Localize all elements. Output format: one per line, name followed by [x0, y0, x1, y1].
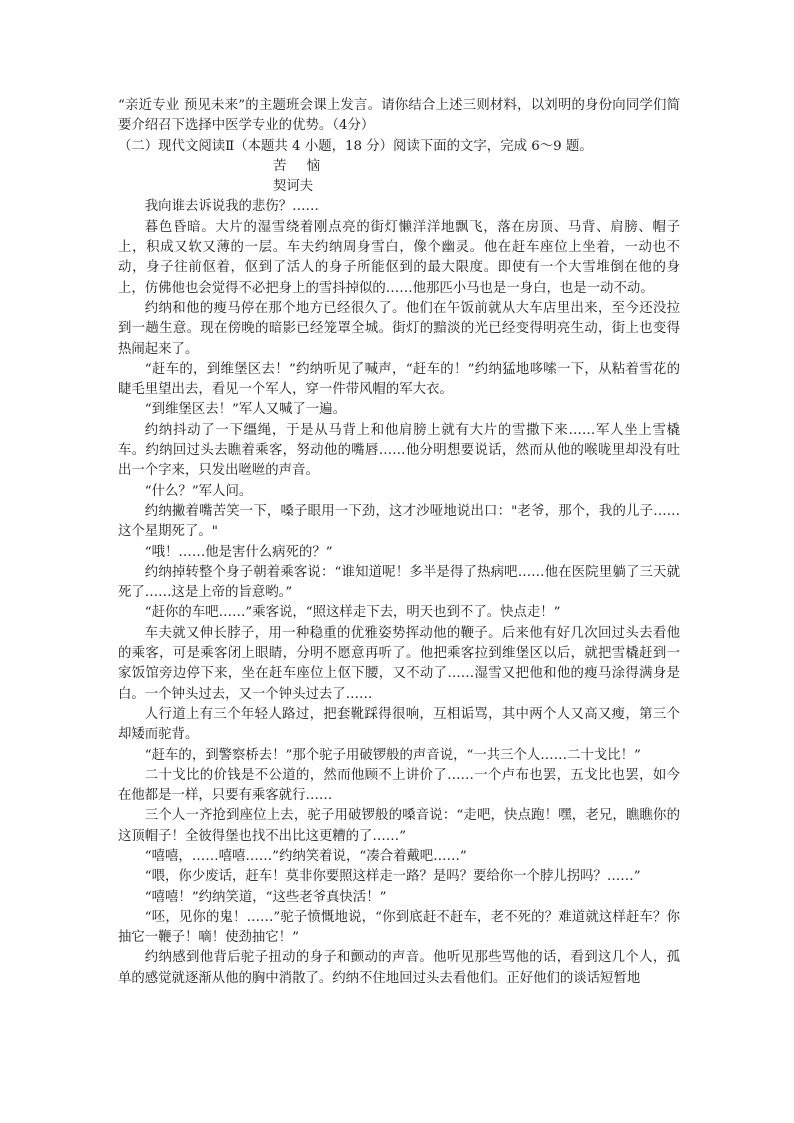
paragraph: 三个人一齐抢到座位上去，驼子用破锣般的嗓音说：“走吧，快点跑！嘿，老兄，瞧瞧你的这顶帽子！全彼得堡也找不出比这更糟的了……” [118, 808, 680, 844]
paragraph: 约纳撇着嘴苦笑一下，嗓子眼用一下劲，这才沙哑地说出口："老爷，那个，我的儿子……这个星期死了。" [118, 503, 680, 540]
paragraph: 约纳和他的瘦马停在那个地方已经很久了。他们在午饭前就从大车店里出来，至今还没拉到一趟生意。现在傍晚的暗影已经笼罩全城。街灯的黯淡的光已经变得明亮生动，街上也变得热闹起来了。 [118, 300, 680, 357]
paragraph: “到维堡区去！”军人又喊了一遍。 [144, 402, 346, 418]
document-page [118, 96, 680, 989]
paragraph: 约纳感到他背后驼子扭动的身子和颤动的声音。他听见那些骂他的话，看到这几个人，孤单的感觉就逐渐从他的胸中消散了。约纳不住地回过头去看他们。正好他们的谈话短暂地 [118, 950, 680, 986]
paragraph: 我向谁去诉说我的悲伤？…… [144, 199, 319, 215]
paragraph: “哦！……他是害什么病死的？” [144, 544, 333, 560]
story-title: 苦 恼 [273, 158, 329, 174]
section-heading: （二）现代文阅读Ⅱ（本题共 4 小题，18 分）阅读下面的文字，完成 6～9 题。 [118, 138, 593, 154]
paragraph: “赶你的车吧……”乘客说，“照这样走下去，明天也到不了。快点走！” [144, 605, 561, 621]
paragraph: 车夫就又伸长脖子，用一种稳重的优雅姿势挥动他的鞭子。后来他有好几次回过头去看他的乘客，可是乘客闭上眼睛，分明不愿意再听了。他把乘客拉到维堡区以后，就把雪橇赶到一家饭馆旁边停下来，坐在赶车座位上伛下腰，又不动了……湿雪又把他和他的瘦马涂得满身是白。一个钟头过去，又一个钟头过去了…… [118, 625, 680, 702]
paragraph: “喂，你少废话，赶车！莫非你要照这样走一路？是吗？要给你一个脖儿拐吗？……” [144, 869, 641, 885]
paragraph: “呸，见你的鬼！……”驼子愤慨地说，“你到底赶不赶车，老不死的？难道就这样赶车？你抽它一鞭子！嘀！使劲抽它！” [118, 909, 680, 946]
paragraph: 约纳抖动了一下缰绳，于是从马背上和他肩膀上就有大片的雪撒下来……军人坐上雪橇车。约纳回过头去瞧着乘客，努动他的嘴唇……他分明想要说话，然而从他的喉咙里却没有吐出一个字来，只发出咝咝的声音。 [118, 422, 680, 479]
story-author: 契诃夫 [273, 179, 314, 195]
question-prompt: “亲近专业 预见未来”的主题班会课上发言。请你结合上述三则材料，以刘明的身份向同学们简要介绍召下选择中医学专业的优势。（4分） [118, 98, 680, 134]
paragraph: 约纳掉转整个身子朝着乘客说：“谁知道呢！多半是得了热病吧……他在医院里躺了三天就死了……这是上帝的旨意哟。” [118, 564, 680, 601]
paragraph: “赶车的，到警察桥去！”那个驼子用破锣般的声音说，“一共三个人……二十戈比！” [144, 747, 641, 763]
paragraph: “什么？”军人问。 [144, 483, 253, 499]
paragraph: “赶车的，到维堡区去！”约纳听见了喊声，“赶车的！”约纳猛地哆嗦一下，从粘着雪花的睫毛里望出去，看见一个军人，穿一件带风帽的军大衣。 [118, 361, 680, 398]
paragraph: 二十戈比的价钱是不公道的，然而他顾不上讲价了……一个卢布也罢，五戈比也罢，如今在他都是一样，只要有乘客就行…… [118, 767, 680, 804]
paragraph: 人行道上有三个年轻人路过，把套靴踩得很响，互相诟骂，其中两个人又高又瘦，第三个却矮而驼背。 [118, 706, 680, 743]
paragraph: 暮色昏暗。大片的湿雪绕着刚点亮的街灯懒洋洋地飘飞，落在房顶、马背、肩膀、帽子上，积成又软又薄的一层。车夫约纳周身雪白，像个幽灵。他在赶车座位上坐着，一动也不动，身子往前伛着，伛到了活人的身子所能伛到的最大限度。即使有一个大雪堆倒在他的身上，仿佛他也会觉得不必把身上的雪抖掉似的……他那匹小马也是一身白，也是一动不动。 [118, 219, 680, 296]
paragraph: “嘻嘻！”约纳笑道，“这些老爷真快活！” [144, 889, 387, 905]
paragraph: “嘻嘻，……嘻嘻……”约纳笑着说，“凑合着戴吧……” [144, 848, 467, 864]
